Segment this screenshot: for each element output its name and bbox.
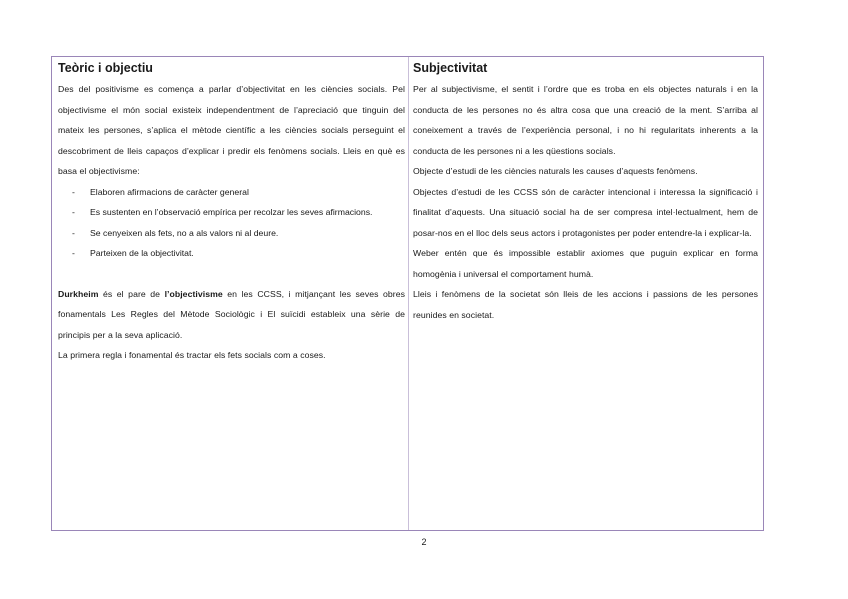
content-table — [51, 56, 764, 531]
left-column — [52, 57, 408, 530]
first-rule: La primera regla i fonamental és tractar els fets socials com a coses. — [58, 350, 326, 360]
right-heading: Subjectivitat — [413, 61, 488, 75]
list-item: - Es sustenten en l’observació empírica per recolzar les seves afirmacions. — [72, 202, 405, 223]
right-paragraph: Objecte d’estudi de les ciències naturals les causes d’aquests fenòmens. — [413, 166, 698, 176]
durkheim-name: Durkheim — [58, 288, 99, 299]
right-paragraph: Objectes d’estudi de les CCSS són de caràcter intencional i interessa la significació i finalitat d’aquests. Una situació social ha de ser compresa intel·lectualment, hem de posar-nos en el lloc dels seus actors i protagonistes per poder entendre-la i explicar-la. — [413, 186, 758, 238]
page-number: 2 — [421, 537, 427, 547]
list-item: - Elaboren afirmacions de caràcter general — [72, 182, 405, 203]
objectivism-term: l’objectivisme — [164, 288, 223, 299]
left-intro: Des del positivisme es comença a parlar d’objectivitat en les ciències socials. Pel objectivisme el món social existeix independentment de l’apreciació que tinguin del mateix les persones, s’aplica el mètode científic a les ciències socials perseguint el descobriment de lleis capaços d’explicar i predir els fenòmens socials. Lleis en què es basa el objectivisme: — [58, 84, 405, 176]
durkheim-paragraph: Durkheim és el pare de l’objectivisme en les CCSS, i mitjançant les seves obres fonamentals Les Regles del Mètode Sociològic i El suïcidi estableix una sèrie de principis per a la seva aplicació. — [58, 288, 405, 340]
left-heading: Teòric i objectiu — [58, 61, 153, 75]
dash-bullet-icon: - — [72, 248, 75, 258]
dash-bullet-icon: - — [72, 227, 75, 238]
objectivism-list — [58, 182, 405, 264]
list-item: - Parteixen de la objectivitat. — [72, 243, 405, 264]
list-item: - Se cenyeixen als fets, no a als valors ni al deure. — [72, 223, 405, 244]
spacer — [58, 264, 405, 284]
right-column — [408, 57, 763, 530]
right-paragraph: Lleis i fenòmens de la societat són lleis de les accions i passions de les persones reunides en societat. — [413, 289, 758, 320]
dash-bullet-icon: - — [72, 207, 75, 217]
right-paragraph: Weber entén que és impossible establir axiomes que puguin explicar en forma homogènia i universal el comportament humà. — [413, 248, 758, 279]
dash-bullet-icon: - — [72, 186, 75, 197]
right-paragraph: Per al subjectivisme, el sentit i l’ordre que es troba en els objectes naturals i en la conducta de les persones no és altra cosa que una creació de la ment. S’arriba al coneixement a través de l’experiència personal, i no hi regularitats inherents a la conducta de les persones ni a les qüestions socials. — [413, 84, 758, 156]
